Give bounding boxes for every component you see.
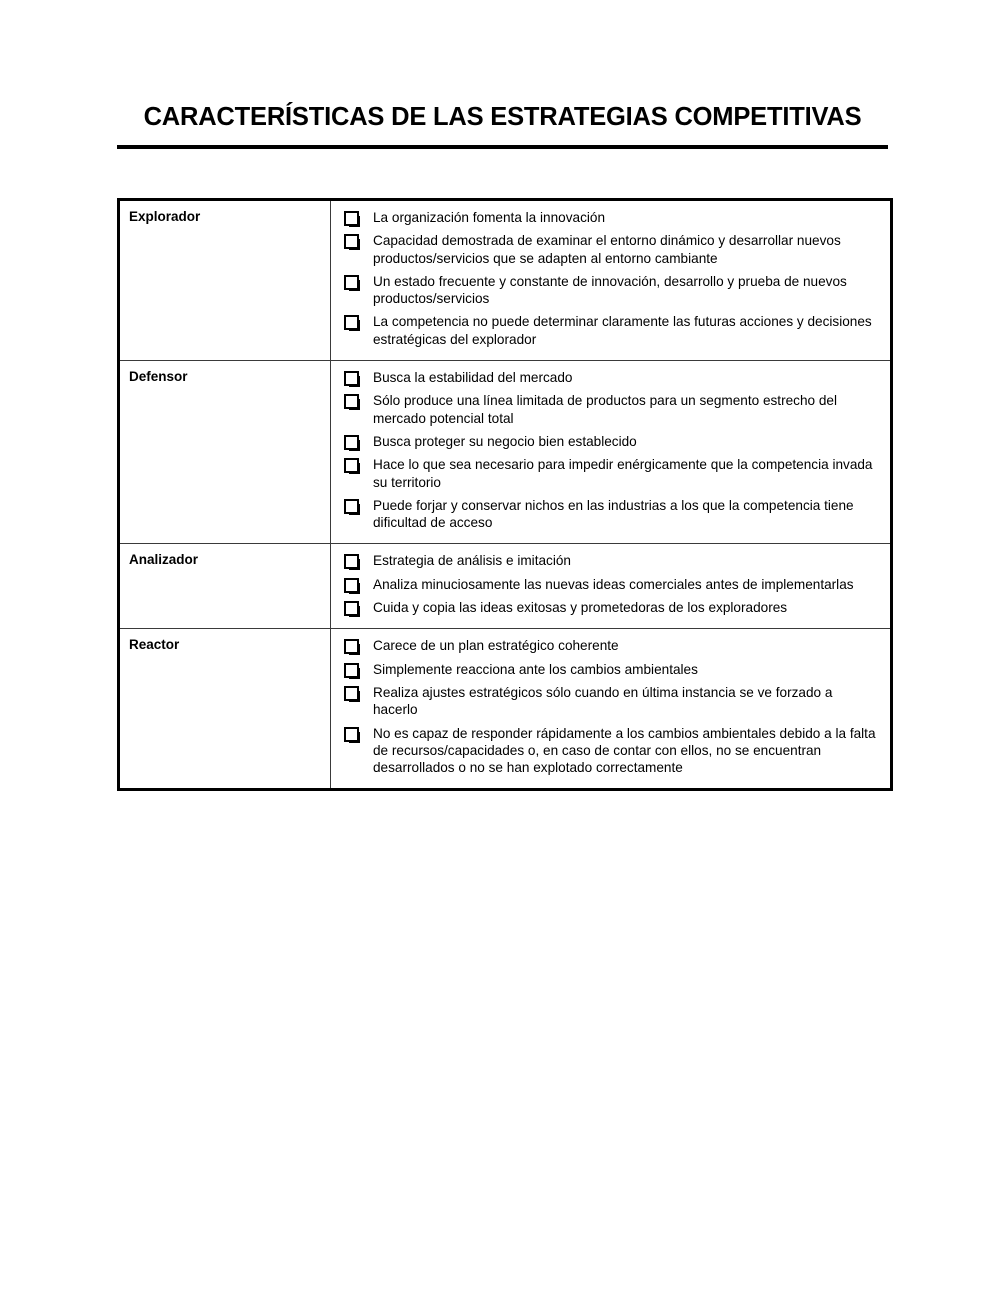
page-title: CARACTERÍSTICAS DE LAS ESTRATEGIAS COMPETITIVAS xyxy=(143,103,862,131)
list-item xyxy=(340,273,880,308)
checkbox-square-icon xyxy=(344,601,359,616)
list-item-text: Analiza minuciosamente las nuevas ideas comerciales antes de implementarlas xyxy=(373,576,854,592)
list-item-text: Hace lo que sea necesario para impedir enérgicamente que la competencia invada su territorio xyxy=(373,457,873,490)
checkbox-square-icon xyxy=(344,394,359,409)
checkbox-square-icon xyxy=(344,435,359,450)
list-item-text: La competencia no puede determinar claramente las futuras acciones y decisiones estratégicas del explorador xyxy=(373,314,872,347)
list-item-text: Sólo produce una línea limitada de productos para un segmento estrecho del mercado potencial total xyxy=(373,393,837,426)
list-item xyxy=(340,209,880,226)
strategy-label: Reactor xyxy=(129,637,180,653)
strategy-characteristics-table xyxy=(117,198,893,791)
checkbox-square-icon xyxy=(344,727,359,742)
checkbox-square-icon xyxy=(344,663,359,678)
list-item xyxy=(340,313,880,348)
list-item-text: Busca proteger su negocio bien establecido xyxy=(373,433,637,449)
characteristics-list xyxy=(340,552,880,616)
table-row xyxy=(120,628,890,788)
list-item xyxy=(340,637,880,654)
table-row xyxy=(120,201,890,360)
checkbox-square-icon xyxy=(344,458,359,473)
strategy-characteristics-cell xyxy=(331,544,890,628)
strategy-label-cell xyxy=(120,544,331,628)
list-item-text: Estrategia de análisis e imitación xyxy=(373,553,571,569)
checkbox-square-icon xyxy=(344,371,359,386)
strategy-label-cell xyxy=(120,361,331,543)
table-row xyxy=(120,543,890,628)
strategy-label: Analizador xyxy=(129,552,199,568)
strategy-characteristics-cell xyxy=(331,201,890,360)
strategy-characteristics-cell xyxy=(331,629,890,788)
list-item xyxy=(340,369,880,386)
checkbox-square-icon xyxy=(344,554,359,569)
list-item xyxy=(340,456,880,491)
list-item-text: Cuida y copia las ideas exitosas y prometedoras de los exploradores xyxy=(373,600,788,616)
checkbox-square-icon xyxy=(344,275,359,290)
list-item-text: Realiza ajustes estratégicos sólo cuando en última instancia se ve forzado a hacerlo xyxy=(373,684,833,718)
strategy-label-cell xyxy=(120,629,331,788)
list-item xyxy=(340,725,880,777)
list-item xyxy=(340,392,880,427)
list-item-text: Puede forjar y conservar nichos en las industrias a los que la competencia tiene dificultad de acceso xyxy=(373,497,854,531)
list-item-text: Capacidad demostrada de examinar el entorno dinámico y desarrollar nuevos productos/servicios que se adapten al entorno cambiante xyxy=(373,233,841,266)
checkbox-square-icon xyxy=(344,211,359,226)
checkbox-square-icon xyxy=(344,578,359,593)
characteristics-list xyxy=(340,369,880,531)
list-item-text: Carece de un plan estratégico coherente xyxy=(373,638,619,654)
checkbox-square-icon xyxy=(344,499,359,514)
list-item xyxy=(340,497,880,532)
list-item xyxy=(340,599,880,616)
strategy-label-cell xyxy=(120,201,331,360)
list-item xyxy=(340,661,880,678)
list-item-text: Busca la estabilidad del mercado xyxy=(373,370,573,386)
list-item xyxy=(340,552,880,569)
list-item xyxy=(340,232,880,267)
list-item-text: La organización fomenta la innovación xyxy=(373,210,606,225)
title-underline-rule xyxy=(117,145,888,149)
checkbox-square-icon xyxy=(344,639,359,654)
title-block xyxy=(117,103,888,149)
list-item xyxy=(340,684,880,719)
characteristics-list xyxy=(340,637,880,776)
list-item-text: Un estado frecuente y constante de innovación, desarrollo y prueba de nuevos productos/servicios xyxy=(373,273,847,307)
strategy-label: Defensor xyxy=(129,369,188,385)
strategy-label: Explorador xyxy=(129,209,201,224)
checkbox-square-icon xyxy=(344,234,359,249)
checkbox-square-icon xyxy=(344,686,359,701)
list-item xyxy=(340,576,880,593)
strategy-characteristics-cell xyxy=(331,361,890,543)
table-row xyxy=(120,360,890,543)
list-item-text: No es capaz de responder rápidamente a los cambios ambientales debido a la falta de recursos/capacidades o, en caso de contar con ellos, no se encuentran desarrollados o no se han explotado correctamente xyxy=(373,725,876,776)
list-item xyxy=(340,433,880,450)
list-item-text: Simplemente reacciona ante los cambios ambientales xyxy=(373,661,698,677)
characteristics-list xyxy=(340,209,880,348)
checkbox-square-icon xyxy=(344,315,359,330)
